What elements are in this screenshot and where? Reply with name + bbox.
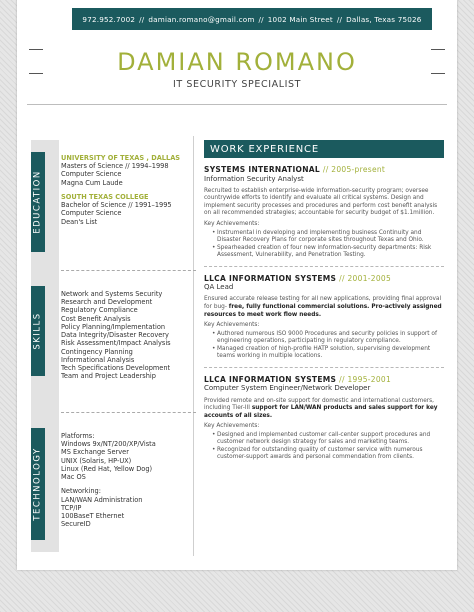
skill-item: Team and Project Leadership <box>61 372 156 381</box>
major: Computer Science <box>61 209 122 218</box>
skills-label: SKILLS <box>33 312 43 350</box>
honor: Magna Cum Laude <box>61 178 123 187</box>
job-entry <box>204 274 444 368</box>
job-divider <box>204 367 444 368</box>
sidebar <box>31 140 201 552</box>
education-entry <box>61 193 196 226</box>
achievement-item: • Authored numerous ISO 9000 Procedures and security policies in support of engineering operations, participating in regulatory compliance. <box>212 331 444 346</box>
address: 1002 Main Street <box>267 14 333 24</box>
company-name: LLCA INFORMATION SYSTEMS <box>204 374 337 384</box>
city: Dallas, Texas 75026 <box>346 14 422 24</box>
candidate-title: IT SECURITY SPECIALIST <box>172 79 302 90</box>
email[interactable]: damian.romano@gmail.com <box>148 14 255 24</box>
job-description-text: Recruited to establish enterprise-wide information-security program; oversee countrywide efforts to identify and evaluate all critical systems. Design and implement security processes and procedures and perform cost benefit analysis on all recommended strategies; accountable for security budget of $1.1million. <box>204 187 438 217</box>
company-line <box>204 375 444 385</box>
skill-item: Research and Development <box>61 298 153 307</box>
school-name: UNIVERSITY OF TEXAS , DALLAS <box>61 154 181 162</box>
header-rule <box>27 104 447 105</box>
skill-item: Policy Planning/Implementation <box>61 322 166 331</box>
education-section <box>61 154 196 232</box>
job-years: // 2001-2005 <box>339 273 392 283</box>
platform-item: MS Exchange Server <box>61 448 129 457</box>
phone: 972.952.7002 <box>82 14 136 24</box>
job-description-highlight: support for LAN/WAN products and sales support for key accounts of all sizes. <box>204 405 438 419</box>
company-line <box>204 274 444 284</box>
job-role: Information Security Analyst <box>204 174 304 183</box>
job-description <box>204 398 444 421</box>
platform-item: Mac OS <box>61 473 86 482</box>
company-name: SYSTEMS INTERNATIONAL <box>204 165 320 174</box>
job-role: QA Lead <box>204 283 234 292</box>
achievement-item: • Spearheaded creation of four new information-security departments: Risk Assessment, Vulnerability, and Penetration Testing. <box>212 245 444 260</box>
job-description-text: Ensured accurate release testing for all new applications, providing final approval for bug- <box>204 296 442 310</box>
skill-item: Tech Specifications Development <box>61 364 171 373</box>
resume-page <box>17 0 457 570</box>
company-name: LLCA INFORMATION SYSTEMS <box>204 273 337 283</box>
major: Computer Science <box>61 170 122 179</box>
platforms-block <box>61 432 196 481</box>
platforms-label: Platforms: <box>61 432 95 440</box>
job-description <box>204 296 444 319</box>
degree: Bachelor of Science // 1991–1995 <box>61 201 172 210</box>
skill-item: Network and Systems Security <box>61 290 163 298</box>
work-heading: WORK EXPERIENCE <box>204 140 444 158</box>
separator: // <box>258 14 264 24</box>
company-line <box>204 165 444 175</box>
education-entry <box>61 154 196 187</box>
separator: // <box>336 14 343 24</box>
job-years: // 1995-2001 <box>339 374 392 384</box>
degree: Masters of Science // 1994–1998 <box>61 162 169 171</box>
achievement-item: • Instrumental in developing and implementing business Continuity and Disaster Recovery Plans for corporate sites throughout Texas and Ohio. <box>212 230 444 245</box>
work-experience <box>204 140 444 462</box>
skill-item: Risk Assessment/Impact Analysis <box>61 339 171 348</box>
achievements-list <box>204 432 444 462</box>
skills-section <box>61 290 196 381</box>
job-description-text: Provided remote and on-site support for domestic and international customers, including Tier-III <box>204 397 435 412</box>
separator: // <box>139 14 145 24</box>
contact-bar <box>72 8 432 30</box>
skill-item: Regulatory Compliance <box>61 306 138 315</box>
honor: Dean's List <box>61 217 98 226</box>
platform-item: Linux (Red Hat, Yellow Dog) <box>61 464 153 473</box>
achievements-list <box>204 331 444 361</box>
section-divider <box>61 270 196 271</box>
job-divider <box>204 266 444 267</box>
technology-label: TECHNOLOGY <box>33 447 44 521</box>
job-description <box>204 188 444 218</box>
school-name: SOUTH TEXAS COLLEGE <box>61 192 149 201</box>
skill-item: Cost Benefit Analysis <box>61 314 131 323</box>
networking-item: SecureID <box>61 520 91 529</box>
key-achievements-label: Key Achievements: <box>204 220 260 227</box>
technology-tab <box>31 428 45 540</box>
achievement-item: • Managed creation of high-profile HATP solution, supervising development teams working in multiple locations. <box>212 346 444 361</box>
skill-item: Contingency Planning <box>61 347 133 356</box>
job-years: // 2005-present <box>322 165 386 174</box>
education-tab <box>31 152 45 252</box>
achievement-item: • Designed and implemented customer call-center support procedures and customer network design strategy for sales and marketing teams. <box>212 432 444 447</box>
section-divider <box>61 412 196 413</box>
achievements-list <box>204 230 444 260</box>
achievement-item: • Recognized for outstanding quality of customer service with numerous customer-support awards and personal commendation from clients. <box>212 447 444 462</box>
networking-item: TCP/IP <box>61 503 82 512</box>
networking-item: 100BaseT Ethernet <box>61 512 125 521</box>
skills-tab <box>31 286 45 376</box>
networking-block <box>61 487 196 528</box>
platform-item: UNIX (Solaris, HP-UX) <box>61 456 132 465</box>
candidate-name: DAMIAN ROMANO <box>117 48 357 76</box>
key-achievements-label: Key Achievements: <box>204 423 260 430</box>
technology-section <box>61 432 196 535</box>
education-label: EDUCATION <box>33 170 44 234</box>
key-achievements-label: Key Achievements: <box>204 322 260 329</box>
skill-item: Informational Analysis <box>61 355 135 364</box>
networking-label: Networking: <box>61 487 101 496</box>
skill-item: Data Integrity/Disaster Recovery <box>61 331 169 340</box>
job-entry <box>204 375 444 462</box>
job-description-highlight: free, fully functional commercial solutions. Pro-actively assigned resources to meet work flow needs. <box>204 304 442 318</box>
job-entry <box>204 165 444 267</box>
job-role: Computer System Engineer/Network Developer <box>204 384 371 393</box>
platform-item: Windows 9x/NT/200/XP/Vista <box>61 440 156 449</box>
networking-item: LAN/WAN Administration <box>61 495 143 504</box>
